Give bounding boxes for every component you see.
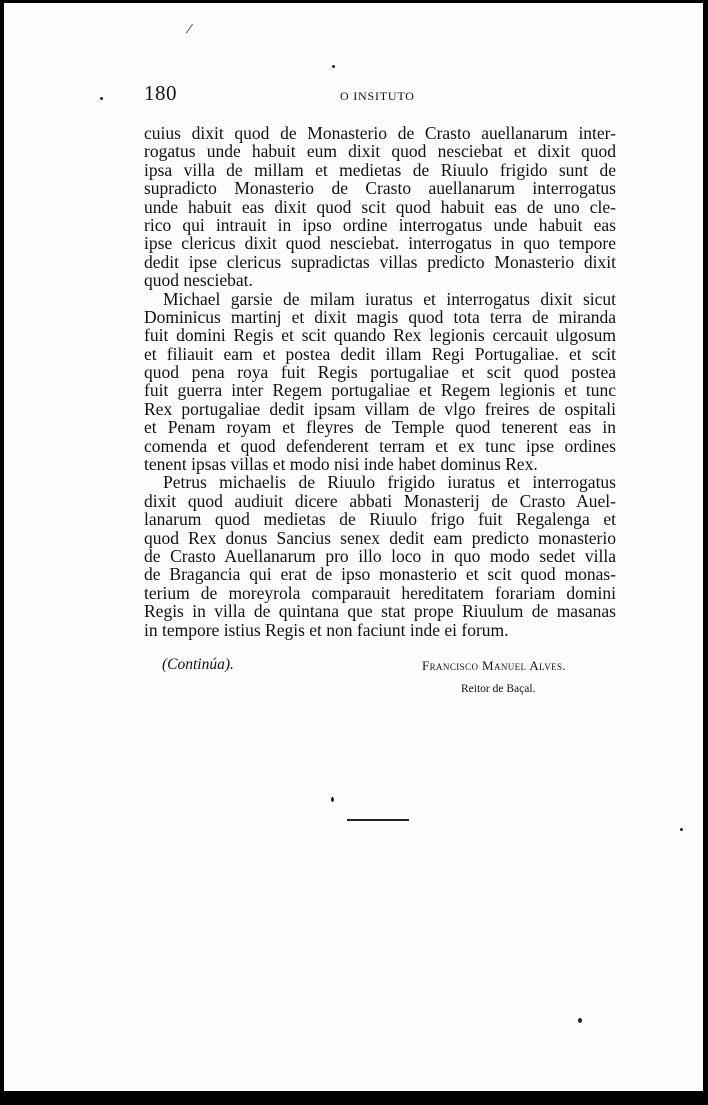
text-line: Michael garsie de milam iuratus et interrogatus dixit sicut [163,288,616,309]
ink-speck [331,797,334,802]
text-line: et Penam royam et fleyres de Temple quod tenerent eas in [144,417,616,438]
text-line: unde habuit eas dixit quod scit quod habuit eas de uno cle- [144,196,616,217]
text-line: ipse clericus dixit quod nesciebat. interrogatus in quo tempore [144,233,616,254]
author-title: Reitor de Baçal. [461,683,536,695]
text-line: quod pena roya fuit Regis portugaliae et scit quod postea [144,362,616,383]
page-header [144,81,616,107]
end-rule [347,819,409,821]
text-line: de Bragancia qui erat de ipso monasterio et scit quod monas- [144,564,616,585]
text-line: fuit guerra inter Regem portugaliae et Regem legionis et tunc [144,380,616,401]
text-line: ipsa villa de millam et medietas de Riuulo frigido sunt de [144,159,616,180]
ink-speck [578,1018,582,1023]
body-text [144,124,616,639]
text-line: quod nesciebat. [144,270,253,291]
text-line: supradicto Monasterio de Crasto auellanarum interrogatus [144,178,616,199]
text-line: cuius dixit quod de Monasterio de Crasto auellanarum inter- [144,123,616,143]
text-line: Dominicus martinj et dixit magis quod tota terra de miranda [144,306,616,327]
ink-speck [100,97,103,100]
ink-speck [680,828,683,831]
page-number: 180 [144,81,177,105]
signature-row [144,656,616,678]
text-line: Regis in villa de quintana que stat prope Riuulum de masanas [144,601,616,622]
continued-note: (Continúa). [162,656,234,673]
running-head: O INSITUTO [340,89,415,103]
margin-mark [186,24,193,34]
text-line: rogatus unde habuit eum dixit quod nesciebat et dixit quod [144,141,616,162]
text-line: Rex portugaliae dedit ipsam villam de vlgo freires de ospitali [144,398,616,419]
text-line: comenda et quod defenderent terram et ex tunc ipse ordines [144,435,616,456]
text-line: quod Rex donus Sancius senex dedit eam predicto monasterio [144,527,616,548]
text-line: terium de moreyrola comparauit hereditatem forariam domini [144,582,616,603]
text-line: fuit domini Regis et scit quando Rex legionis cercauit ulgosum [144,325,616,346]
text-line: rico qui intrauit in ipso ordine interrogatus unde habuit eas [144,214,616,235]
author-name: Francisco Manuel Alves. [422,658,567,673]
text-line: lanarum quod medietas de Riuulo frigo fuit Regalenga et [144,509,616,530]
text-line: Petrus michaelis de Riuulo frigido iuratus et interrogatus [163,472,616,493]
ink-speck [332,65,335,68]
text-line: de Crasto Auellanarum pro illo loco in quo modo sedet villa [144,545,616,566]
text-line: tenent ipsas villas et modo nisi inde habet dominus Rex. [144,454,538,475]
text-line: et filiauit eam et postea dedit illam Regi Portugaliae. et scit [144,343,616,364]
text-line: in tempore istius Regis et non faciunt inde ei forum. [144,619,509,640]
text-line: dixit quod audiuit dicere abbati Monasterij de Crasto Auel- [144,490,616,511]
text-line: dedit ipse clericus supradictas villas predicto Monasterio dixit [144,251,616,272]
